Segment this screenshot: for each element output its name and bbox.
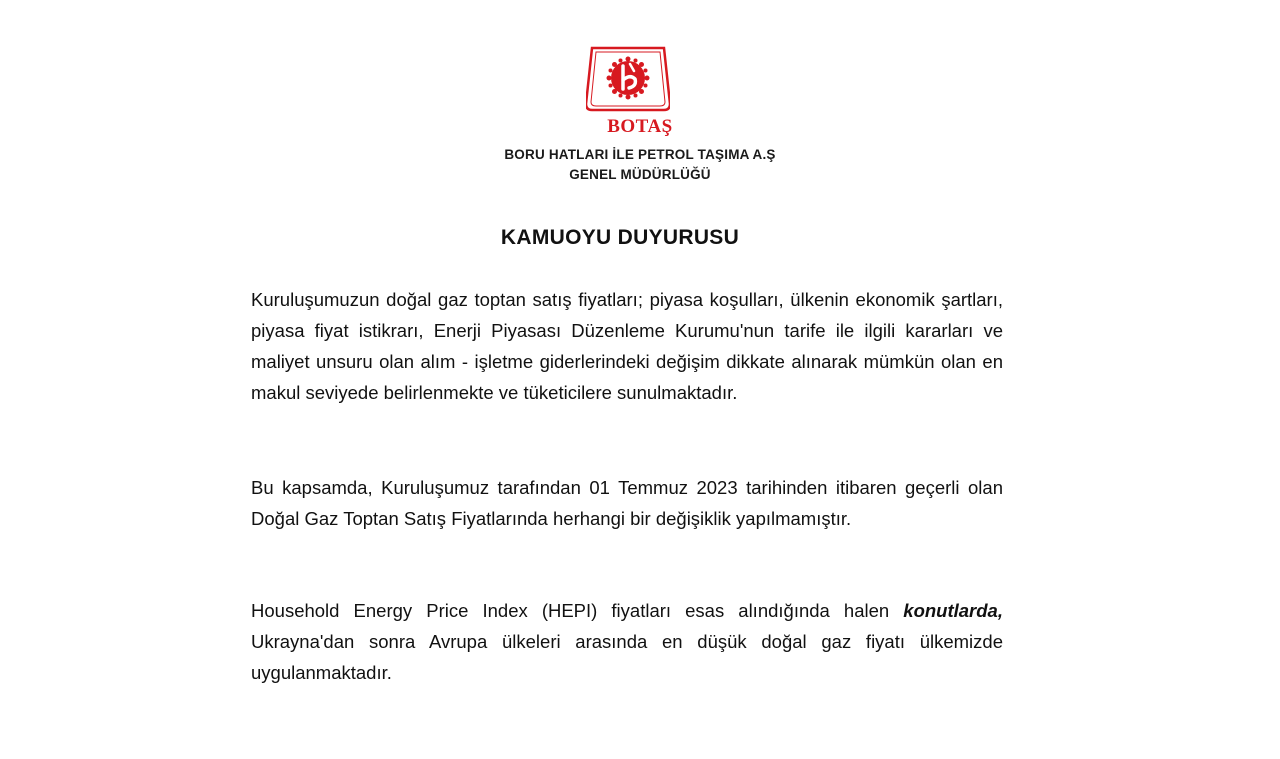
botas-logo-icon [586, 44, 670, 112]
company-name-line2: GENEL MÜDÜRLÜĞÜ [569, 167, 711, 182]
brand-name: BOTAŞ [607, 116, 673, 137]
paragraph-pricing-policy: Kuruluşumuzun doğal gaz toptan satış fiyatları; piyasa koşulları, ülkenin ekonomik şartları, piyasa fiyat istikrarı, Enerji Piyasası Düzenleme Kurumu'nun tarife ile ilgili kararları ve maliyet unsuru olan alım - işletme giderlerindeki değişim dikkate alınarak mümkün olan en makul seviyede belirlenmekte ve tüketicilere sunulmaktadır. [251, 289, 1003, 403]
company-name [0, 145, 1280, 185]
paragraph-hepi-emphasis: konutlarda, [903, 600, 1003, 621]
paragraph-hepi-start: Household Energy Price Index (HEPI) fiyatları esas alındığında halen [251, 600, 904, 621]
paragraph-hepi-end: Ukrayna'dan sonra Avrupa ülkeleri arasında en düşük doğal gaz fiyatı ülkemizde uygulanmaktadır. [251, 631, 1003, 683]
company-name-line1: BORU HATLARI İLE PETROL TAŞIMA A.Ş [504, 147, 776, 162]
paragraph-no-change: Bu kapsamda, Kuruluşumuz tarafından 01 Temmuz 2023 tarihinden itibaren geçerli olan Doğal Gaz Toptan Satış Fiyatlarında herhangi bir değişiklik yapılmamıştır. [251, 477, 1003, 529]
paragraph-hepi [251, 595, 1003, 688]
document-title: KAMUOYU DUYURUSU [500, 226, 740, 249]
